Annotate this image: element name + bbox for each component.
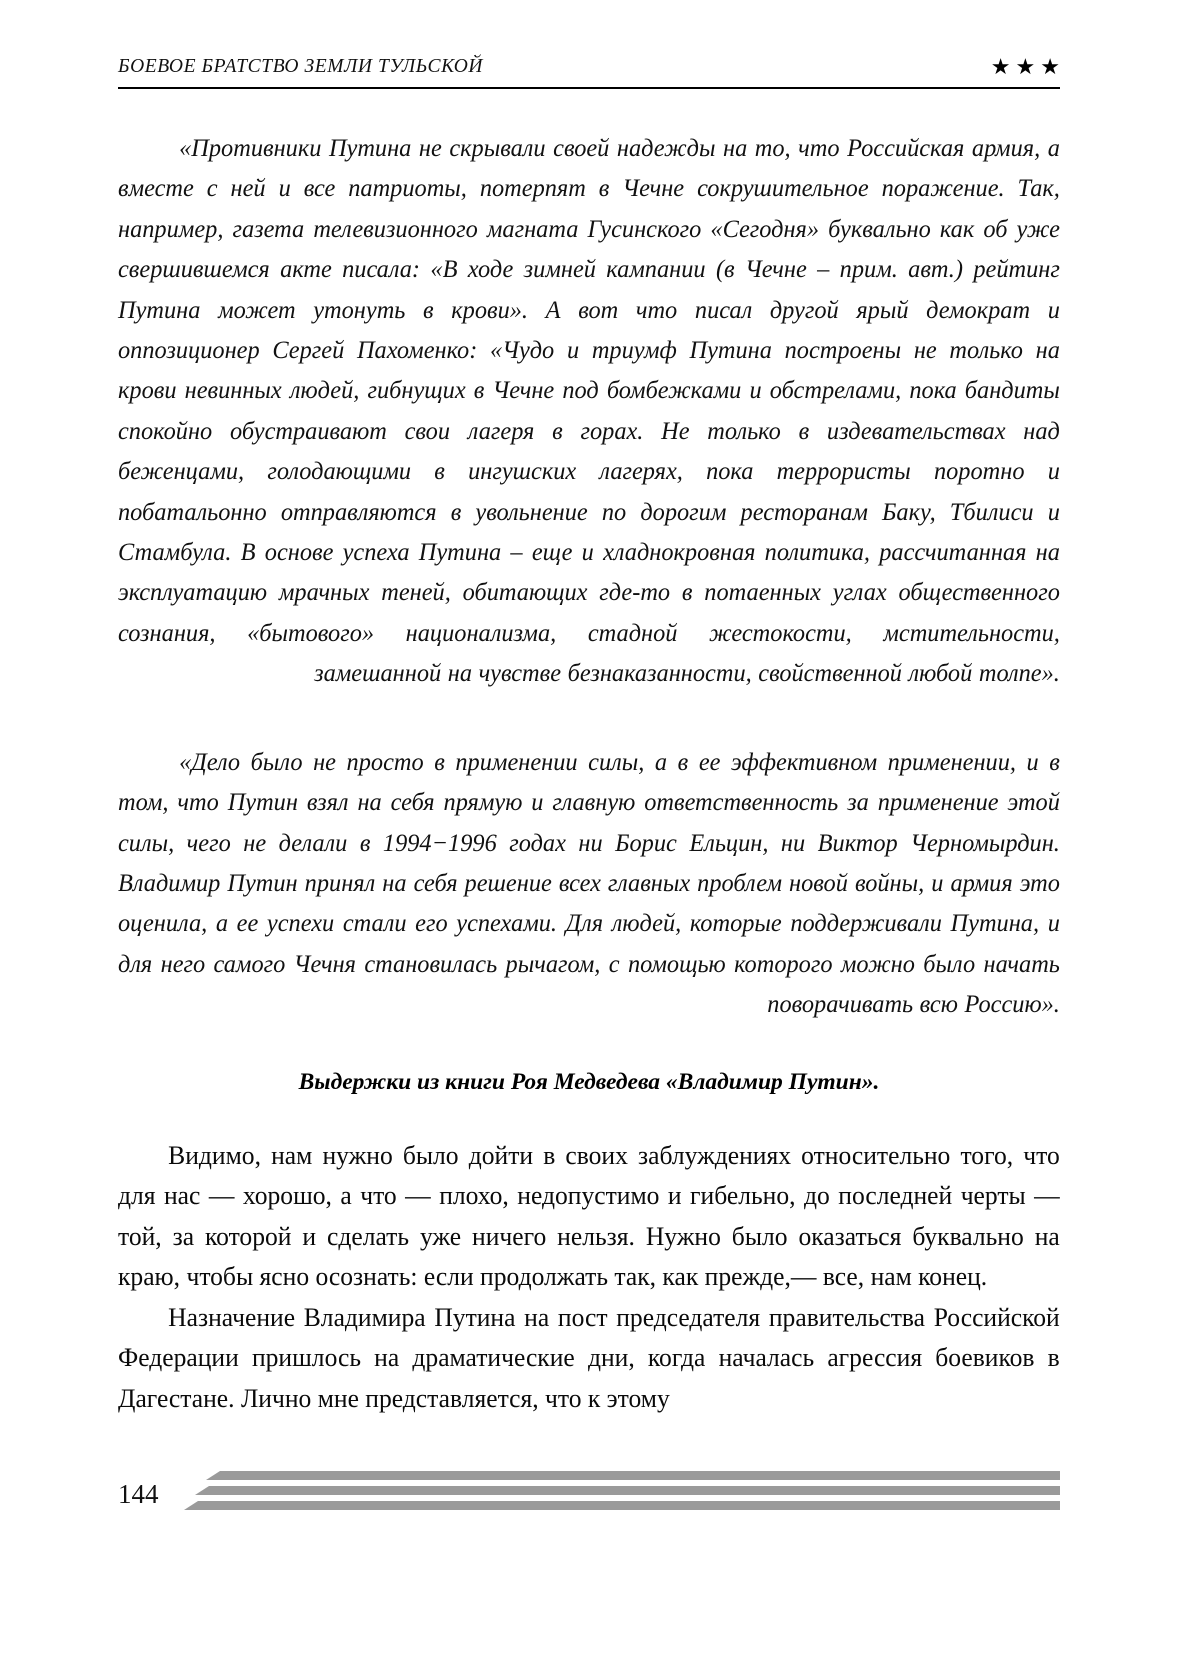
star-icon: ★ [1040, 54, 1060, 79]
footer-ornament [184, 1469, 1060, 1515]
star-icon: ★ [1015, 54, 1036, 79]
quote-paragraph-1: «Противники Путина не скрывали своей надежды на то, что Российская армия, а вместе с ней и все патриоты, потерпят в Чечне сокрушительное поражение. Так, например, газета телевизионного магната Гусинского «Сегодня» буквально как об уже свершившемся акте писала: «В ходе зимней кампании (в Чечне – прим. авт.) рейтинг Путина может утонуть в крови». А вот что писал другой ярый демократ и оппозиционер Сергей Пахоменко: «Чудо и триумф Путина построены не только на крови невинных людей, гибнущих в Чечне под бомбежками и обстрелами, пока бандиты спокойно обустраивают свои лагеря в горах. Не только в издевательствах над беженцами, голодающими в ингушских лагерях, пока террористы поротно и побатальонно отправляются в увольнение по дорогим ресторанам Баку, Тбилиси и Стамбула. В основе успеха Путина – еще и хладнокровная политика, рассчитанная на эксплуатацию мрачных теней, обитающих где-то в потаенных углах общественного сознания, «бытового» национализма, стадной жестокости, мстительности, замешанной на чувстве безнаказанности, свойственной любой толпе». [118, 133, 1060, 688]
quote-attribution: Выдержки из книги Роя Медведева «Владимир Путин». [298, 1068, 880, 1095]
quote-paragraph-2: «Дело было не просто в применении силы, а в ее эффективном применении, и в том, что Путин взял на себя прямую и главную ответственность за применение этой силы, чего не делали в 1994−1996 годах ни Борис Ельцин, ни Виктор Черномырдин. Владимир Путин принял на себя решение всех главных проблем новой войны, и армия это оценила, а ее успехи стали его успехами. Для людей, которые поддерживали Путина, и для него самого Чечня становилась рычагом, с помощью которого можно было начать поворачивать всю Россию». [118, 746, 1060, 1019]
footer-rule-bar [195, 1486, 1060, 1495]
star-icon: ★ [990, 54, 1011, 79]
running-head-title: БОЕВОЕ БРАТСТВО ЗЕМЛИ ТУЛЬСКОЙ [118, 56, 484, 77]
body-paragraph-2: Назначение Владимира Путина на пост председателя правительства Российской Федерации пришлось на драматические дни, когда началась агрессия боевиков в Дагестане. Лично мне представляется, что к этому [118, 1301, 1060, 1413]
footer-rule-bar [206, 1471, 1060, 1480]
footer-rule-bar [184, 1501, 1060, 1510]
body-paragraph-1: Видимо, нам нужно было дойти в своих заблуждениях относительно того, что для нас — хорошо, а что — плохо, недопустимо и гибельно, до последней черты — той, за которой и сделать уже ничего нельзя. Нужно было оказаться буквально на краю, чтобы ясно осознать: если продолжать так, как прежде,— все, нам конец. [118, 1139, 1060, 1292]
page-number: 144 [118, 1479, 159, 1509]
text-column [118, 128, 1060, 1418]
running-head-divider [118, 87, 1060, 89]
running-head [118, 56, 1060, 78]
star-ornament [991, 56, 1060, 78]
page-footer [118, 1469, 1060, 1515]
